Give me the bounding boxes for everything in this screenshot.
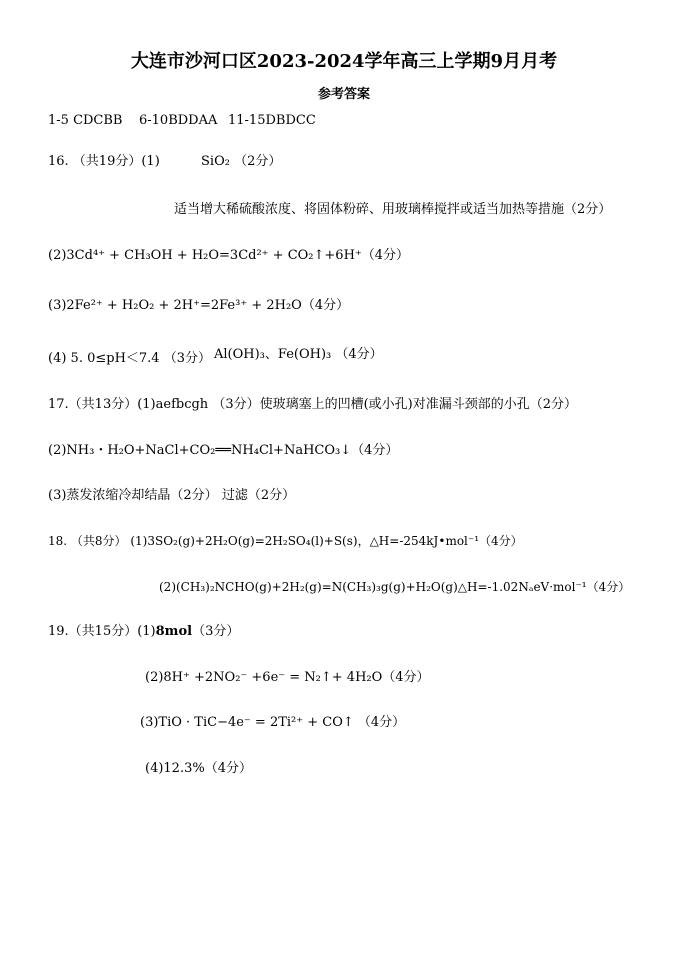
q19-heading: 19.（共15分）(1) (48, 624, 156, 639)
q17-answer-3: (3)蒸发浓缩冷却结晶（2分） 过滤（2分） (48, 488, 296, 503)
q16-answer-4-hydroxides: Al(OH)₃、Fe(OH)₃ （4分） (214, 347, 383, 362)
mc-answers-11-15: 11-15DBDCC (228, 113, 316, 128)
q16-answer-3: (3)2Fe²⁺ + H₂O₂ + 2H⁺=2Fe³⁺ + 2H₂O（4分） (48, 298, 350, 313)
q19-answer-4: (4)12.3%（4分） (145, 761, 252, 776)
q19-answer-3: (3)TiO · TiC−4e⁻ = 2Ti²⁺ + CO↑ （4分） (140, 715, 406, 730)
q17-answer-2: (2)NH₃・H₂O+NaCl+CO₂══NH₄Cl+NaHCO₃↓（4分） (48, 443, 399, 458)
q16-answer-2: (2)3Cd⁴⁺ + CH₃OH + H₂O=3Cd²⁺ + CO₂↑+6H⁺（4分） (48, 248, 410, 263)
q19-answer-1-value: 8mol (155, 624, 193, 639)
q19-answer-2: (2)8H⁺ +2NO₂⁻ +6e⁻ = N₂↑+ 4H₂O（4分） (145, 670, 430, 685)
q19-answer-1-score: （3分） (192, 624, 240, 639)
q18-answer-1: 18. （共8分） (1)3SO₂(g)+2H₂O(g)=2H₂SO₄(l)+S(s)，△H=-254kJ•mol⁻¹（4分） (48, 534, 523, 548)
q16-answer-4-ph: (4) 5. 0≤pH＜7.4 （3分） (48, 351, 211, 366)
q16-heading: 16. （共19分）(1) (48, 154, 160, 169)
mc-answers-1-5: 1-5 CDCBB (48, 113, 123, 128)
q16-answer-1: SiO₂ （2分） (201, 154, 282, 169)
q16-measures: 适当增大稀硫酸浓度、将固体粉碎、用玻璃棒搅拌或适当加热等措施（2分） (174, 202, 612, 217)
q19-answer-1 (48, 623, 239, 641)
document-title: 大连市沙河口区2023-2024学年高三上学期9月月考 (130, 51, 558, 72)
document-subtitle: 参考答案 (317, 87, 370, 102)
q17-answer-1: 17.（共13分）(1)aefbcgh （3分）使玻璃塞上的凹槽(或小孔)对准漏斗颈部的小孔（2分） (48, 397, 578, 412)
q18-answer-2: (2)(CH₃)₂NCHO(g)+2H₂(g)=N(CH₃)₃g(g)+H₂O(g)△H=-1.02NₐeV·mol⁻¹（4分） (159, 580, 631, 594)
mc-answers-6-10: 6-10BDDAA (139, 113, 218, 128)
